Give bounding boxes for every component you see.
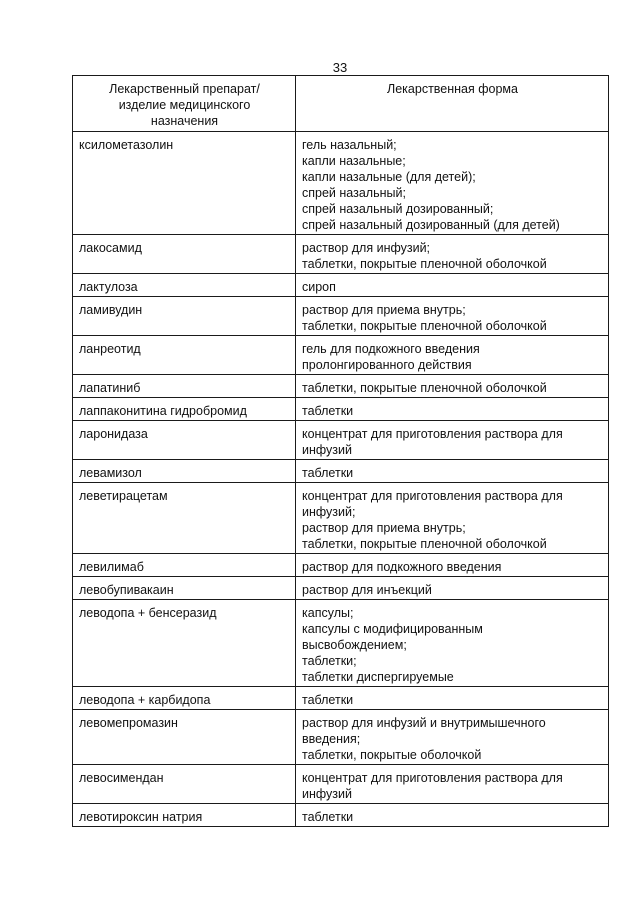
table-header-row xyxy=(73,76,609,132)
table-row xyxy=(73,710,609,765)
drug-name-cell: леветирацетам xyxy=(73,483,296,554)
table-row xyxy=(73,765,609,804)
table-row xyxy=(73,554,609,577)
drug-name-cell: левотироксин натрия xyxy=(73,804,296,827)
table-row xyxy=(73,804,609,827)
table-row xyxy=(73,235,609,274)
drug-name-cell: лапатиниб xyxy=(73,375,296,398)
drug-name-cell: леводопа + бенсеразид xyxy=(73,600,296,687)
drug-name-cell: левосимендан xyxy=(73,765,296,804)
dosage-form-cell: раствор для инфузий; таблетки, покрытые пленочной оболочкой xyxy=(296,235,609,274)
dosage-form-cell: таблетки xyxy=(296,804,609,827)
dosage-form-cell: концентрат для приготовления раствора для инфузий xyxy=(296,421,609,460)
table-row xyxy=(73,460,609,483)
table-row xyxy=(73,398,609,421)
drug-name-cell: лактулоза xyxy=(73,274,296,297)
dosage-form-cell: гель назальный; капли назальные; капли назальные (для детей); спрей назальный; спрей назальный дозированный; спрей назальный дозированный (для детей) xyxy=(296,132,609,235)
dosage-form-cell: гель для подкожного введения пролонгированного действия xyxy=(296,336,609,375)
dosage-form-cell: таблетки, покрытые пленочной оболочкой xyxy=(296,375,609,398)
drug-name-cell: левилимаб xyxy=(73,554,296,577)
dosage-form-cell: таблетки xyxy=(296,460,609,483)
dosage-form-cell: капсулы; капсулы с модифицированным высвобождением; таблетки; таблетки диспергируемые xyxy=(296,600,609,687)
dosage-form-cell: сироп xyxy=(296,274,609,297)
table-row xyxy=(73,421,609,460)
medicines-table xyxy=(72,75,609,827)
dosage-form-cell: раствор для инфузий и внутримышечного введения; таблетки, покрытые оболочкой xyxy=(296,710,609,765)
drug-name-cell: ларонидаза xyxy=(73,421,296,460)
drug-name-cell: левобупивакаин xyxy=(73,577,296,600)
drug-name-cell: лакосамид xyxy=(73,235,296,274)
header-form: Лекарственная форма xyxy=(296,76,609,132)
table-row xyxy=(73,336,609,375)
table-row xyxy=(73,375,609,398)
table-row xyxy=(73,297,609,336)
dosage-form-cell: раствор для инъекций xyxy=(296,577,609,600)
dosage-form-cell: раствор для подкожного введения xyxy=(296,554,609,577)
table-row xyxy=(73,687,609,710)
dosage-form-cell: концентрат для приготовления раствора для инфузий; раствор для приема внутрь; таблетки, покрытые пленочной оболочкой xyxy=(296,483,609,554)
header-drug: Лекарственный препарат/ изделие медицинского назначения xyxy=(73,76,296,132)
dosage-form-cell: концентрат для приготовления раствора для инфузий xyxy=(296,765,609,804)
dosage-form-cell: таблетки xyxy=(296,687,609,710)
table-row xyxy=(73,483,609,554)
table-row xyxy=(73,132,609,235)
table-row xyxy=(73,274,609,297)
page-number: 33 xyxy=(332,60,348,75)
drug-name-cell: ламивудин xyxy=(73,297,296,336)
drug-name-cell: левамизол xyxy=(73,460,296,483)
dosage-form-cell: раствор для приема внутрь; таблетки, покрытые пленочной оболочкой xyxy=(296,297,609,336)
drug-name-cell: ланреотид xyxy=(73,336,296,375)
table-row xyxy=(73,600,609,687)
dosage-form-cell: таблетки xyxy=(296,398,609,421)
table-row xyxy=(73,577,609,600)
drug-name-cell: леводопа + карбидопа xyxy=(73,687,296,710)
drug-name-cell: лаппаконитина гидробромид xyxy=(73,398,296,421)
drug-name-cell: левомепромазин xyxy=(73,710,296,765)
drug-name-cell: ксилометазолин xyxy=(73,132,296,235)
